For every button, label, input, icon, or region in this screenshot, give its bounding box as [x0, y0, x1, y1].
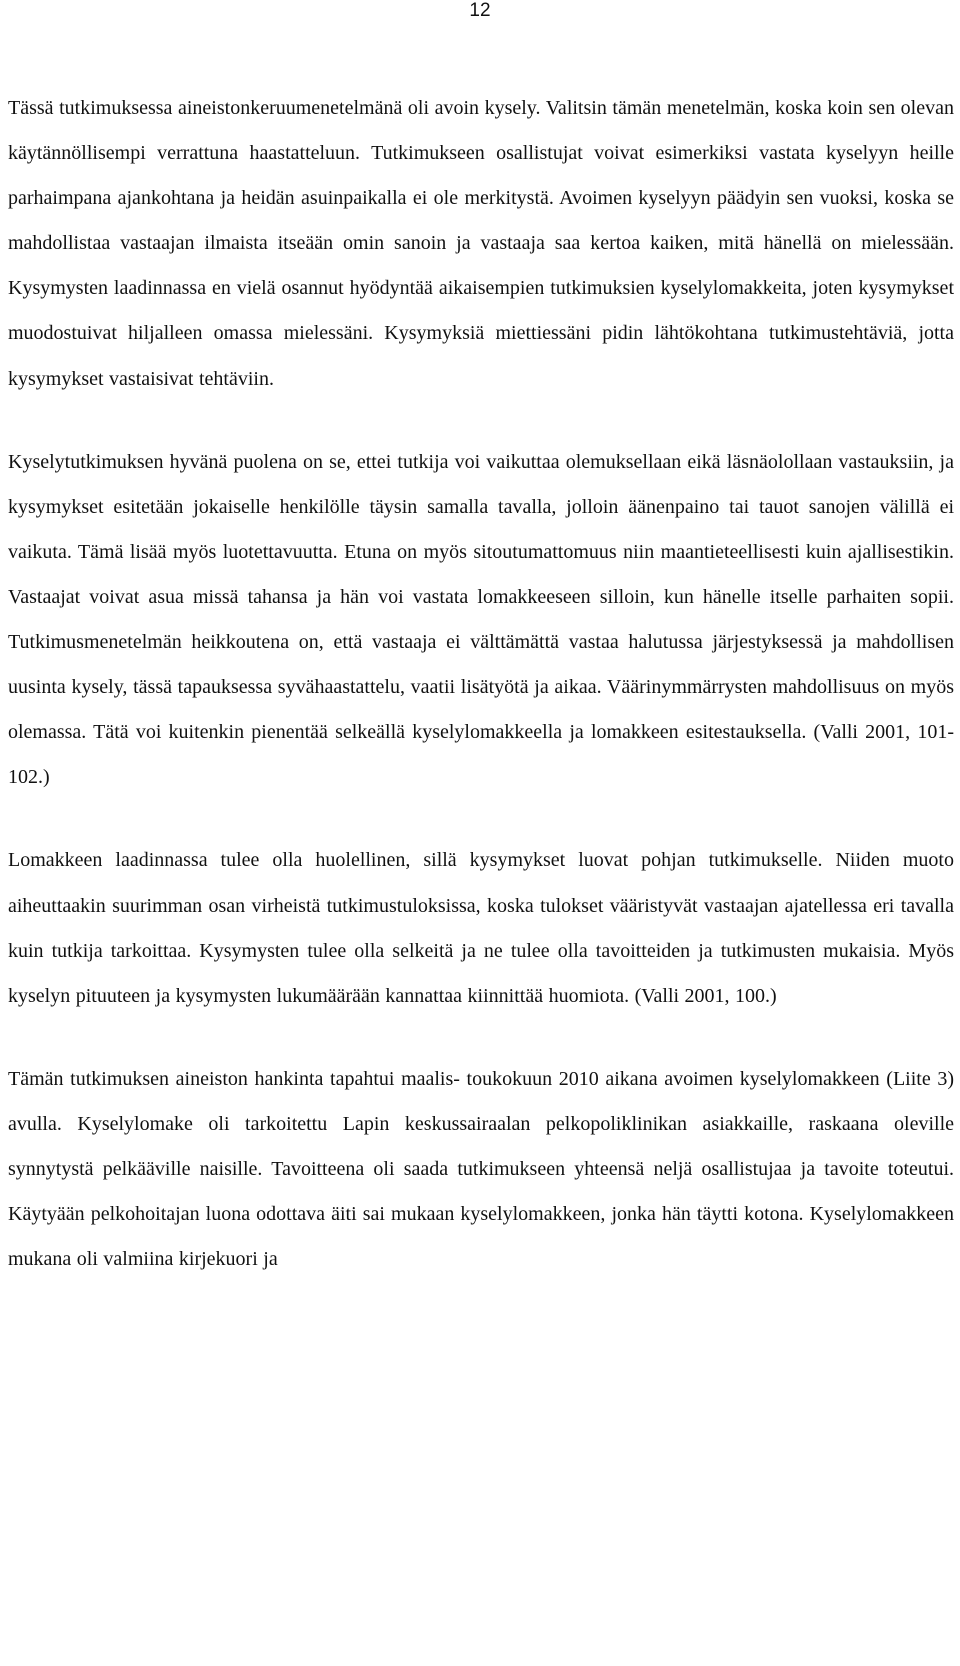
paragraph-data-collection: Tämän tutkimuksen aineiston hankinta tapahtui maalis- toukokuun 2010 aikana avoimen kyselylomakkeen (Liite 3) avulla. Kyselylomake oli tarkoitettu Lapin keskussairaalan pelkopoliklinikan asiakkaille, raskaana oleville synnytystä pelkääville naisille. Tavoitteena oli saada tutkimukseen yhteensä neljä osallistujaa ja tavoite toteutui. Käytyään pelkohoitajan luona odottava äiti sai mukaan kyselylomakkeen, jonka hän täytti kotona. Kyselylomakkeen mukana oli valmiina kirjekuori ja	[8, 1067, 954, 1271]
paragraph-form-design: Lomakkeen laadinnassa tulee olla huolellinen, sillä kysymykset luovat pohjan tutkimukselle. Niiden muoto aiheuttaakin suurimman osan virheistä tutkimustuloksissa, koska tulokset vääristyvät vastaajan ajatellessa eri tavalla kuin tutkija tarkoittaa. Kysymysten tulee olla selkeitä ja ne tulee olla tavoitteiden ja tutkimusten mukaisia. Myös kyselyn pituuteen ja kysymysten lukumäärään kannattaa kiinnittää huomiota. (Valli 2001, 100.)	[8, 849, 954, 1007]
document-body	[8, 86, 954, 1282]
paragraph-survey-strengths: Kyselytutkimuksen hyvänä puolena on se, ettei tutkija voi vaikuttaa olemuksellaan eikä läsnäolollaan vastauksiin, ja kysymykset esitetään jokaiselle henkilölle täysin samalla tavalla, jolloin äänenpaino tai tauot sanojen välillä ei vaikuta. Tämä lisää myös luotettavuutta. Etuna on myös sitoutumattomuus niin maantieteellisesti kuin ajallisestikin. Vastaajat voivat asua missä tahansa ja hän voi vastata lomakkeeseen silloin, kun hänelle itselle parhaiten sopii. Tutkimusmenetelmän heikkoutena on, että vastaaja ei välttämättä vastaa halutussa järjestyksessä ja mahdollisen uusinta kysely, tässä tapauksessa syvähaastattelu, vaatii lisätyötä ja aikaa. Väärinymmärrysten mahdollisuus on myös olemassa. Tätä voi kuitenkin pienentää selkeällä kyselylomakkeella ja lomakkeen esitestauksella. (Valli 2001, 101- 102.)	[8, 450, 954, 789]
paragraph-method: Tässä tutkimuksessa aineistonkeruumenetelmänä oli avoin kysely. Valitsin tämän menetelmän, koska koin sen olevan käytännöllisempi verrattuna haastatteluun. Tutkimukseen osallistujat voivat esimerkiksi vastata kyselyyn heille parhaimpana ajankohtana ja heidän asuinpaikalla ei ole merkitystä. Avoimen kyselyyn päädyin sen vuoksi, koska se mahdollistaa vastaajan ilmaista itseään omin sanoin ja vastaaja saa kertoa kaiken, mitä hänellä on mielessään. Kysymysten laadinnassa en vielä osannut hyödyntää aikaisempien tutkimuksien kyselylomakkeita, joten kysymykset muodostuivat hiljalleen omassa mielessäni. Kysymyksiä miettiessäni pidin lähtökohtana tutkimustehtäviä, jotta kysymykset vastaisivat tehtäviin.	[8, 97, 954, 390]
page-number: 12	[469, 0, 491, 21]
